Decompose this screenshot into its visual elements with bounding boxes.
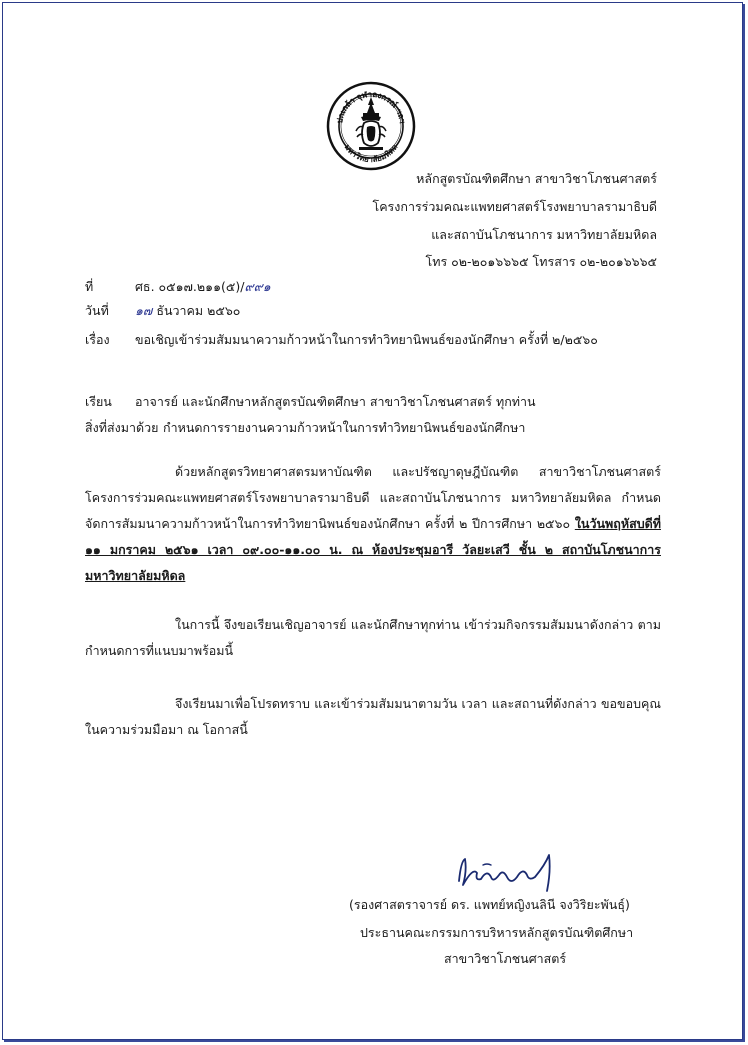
date-month-year: ธันวาคม ๒๕๖๐: [156, 303, 241, 318]
paragraph-1-meeting-details: ในวันพฤหัสบดีที่ ๑๑ มกราคม ๒๕๖๑ เวลา ๐๙.๐๐-๑๑.๐๐ น. ณ ห้องประชุมอารี วัลยะเสวี ชั้น ๒ สถาบันโภชนาการ มหาวิทยาลัยมหิดล: [85, 516, 661, 583]
addressee-value: อาจารย์ และนักศึกษาหลักสูตรบัณฑิตศึกษา สาขาวิชาโภชนศาสตร์ ทุกท่าน: [135, 394, 536, 409]
handwritten-signature: [453, 851, 563, 897]
ref-no-printed: ศธ. ๐๕๑๗.๒๑๑(๕)/: [135, 279, 245, 294]
signatory-name: (รองศาสตราจารย์ ดร. แพทย์หญิงนลินี จงวิริยะพันธุ์): [349, 897, 630, 912]
ref-no-value: [135, 279, 271, 295]
subject-label: เรื่อง: [85, 332, 110, 347]
paragraph-1-text: ด้วยหลักสูตรวิทยาศาสตรมหาบัณฑิต และปรัชญาดุษฎีบัณฑิต สาขาวิชาโภชนศาสตร์ โครงการร่วมคณะแพทยศาสตร์โรงพยาบาลรามาธิบดี และสถาบันโภชนาการ มหาวิทยาลัยมหิดล กำหนดจัดการสัมมนาความก้าวหน้าในการทำวิทยานิพนธ์ของนักศึกษา ครั้งที่ ๒ ปีการศึกษา ๒๕๖๐: [85, 464, 661, 531]
ref-no-handwritten: ๙๙๑: [244, 279, 271, 294]
date-day-handwritten: ๑๗: [135, 303, 153, 318]
signatory-position-2: สาขาวิชาโภชนศาสตร์: [444, 951, 567, 966]
enclosure-label: สิ่งที่ส่งมาด้วย: [85, 420, 159, 435]
subject-value: ขอเชิญเข้าร่วมสัมมนาความก้าวหน้าในการทำวิทยานิพนธ์ของนักศึกษา ครั้งที่ ๒/๒๕๖๐: [135, 332, 598, 347]
sender-line-1: หลักสูตรบัณฑิตศึกษา สาขาวิชาโภชนศาสตร์: [416, 171, 657, 186]
letter-page: [2, 2, 743, 1040]
sender-line-4: โทร ๐๒-๒๐๑๖๖๖๕ โทรสาร ๐๒-๒๐๑๖๖๖๕: [425, 254, 657, 269]
signatory-position-1: ประธานคณะกรรมการบริหารหลักสูตรบัณฑิตศึกษา: [360, 925, 634, 940]
paragraph-2: ในการนี้ จึงขอเรียนเชิญอาจารย์ และนักศึกษาทุกท่าน เข้าร่วมกิจกรรมสัมมนาดังกล่าว ตามกำหนดการที่แนบมาพร้อมนี้: [85, 617, 661, 658]
enclosure-value: กำหนดการรายงานความก้าวหน้าในการทำวิทยานิพนธ์ของนักศึกษา: [163, 420, 526, 435]
ref-no-label: ที่: [85, 279, 94, 294]
paragraph-3: จึงเรียนมาเพื่อโปรดทราบ และเข้าร่วมสัมมนาตามวัน เวลา และสถานที่ดังกล่าว ขอขอบคุณในความร่วมมือมา ณ โอกาสนี้: [85, 696, 661, 737]
date-value: [135, 303, 240, 319]
sender-line-2: โครงการร่วมคณะแพทยศาสตร์โรงพยาบาลรามาธิบดี: [372, 199, 657, 214]
date-label: วันที่: [85, 303, 109, 318]
paragraph-1: [85, 459, 661, 589]
sender-line-3: และสถาบันโภชนาการ มหาวิทยาลัยมหิดล: [431, 227, 657, 242]
svg-text:มหาวิทยาลัยมหิดล: มหาวิทยาลัยมหิดล: [342, 142, 400, 165]
addressee-label: เรียน: [85, 394, 112, 409]
svg-text:ปกเกล้า จุฬาลงกรณ์ ฯลฯ: ปกเกล้า จุฬาลงกรณ์ ฯลฯ: [335, 89, 407, 125]
mahidol-seal-logo: [326, 81, 416, 171]
